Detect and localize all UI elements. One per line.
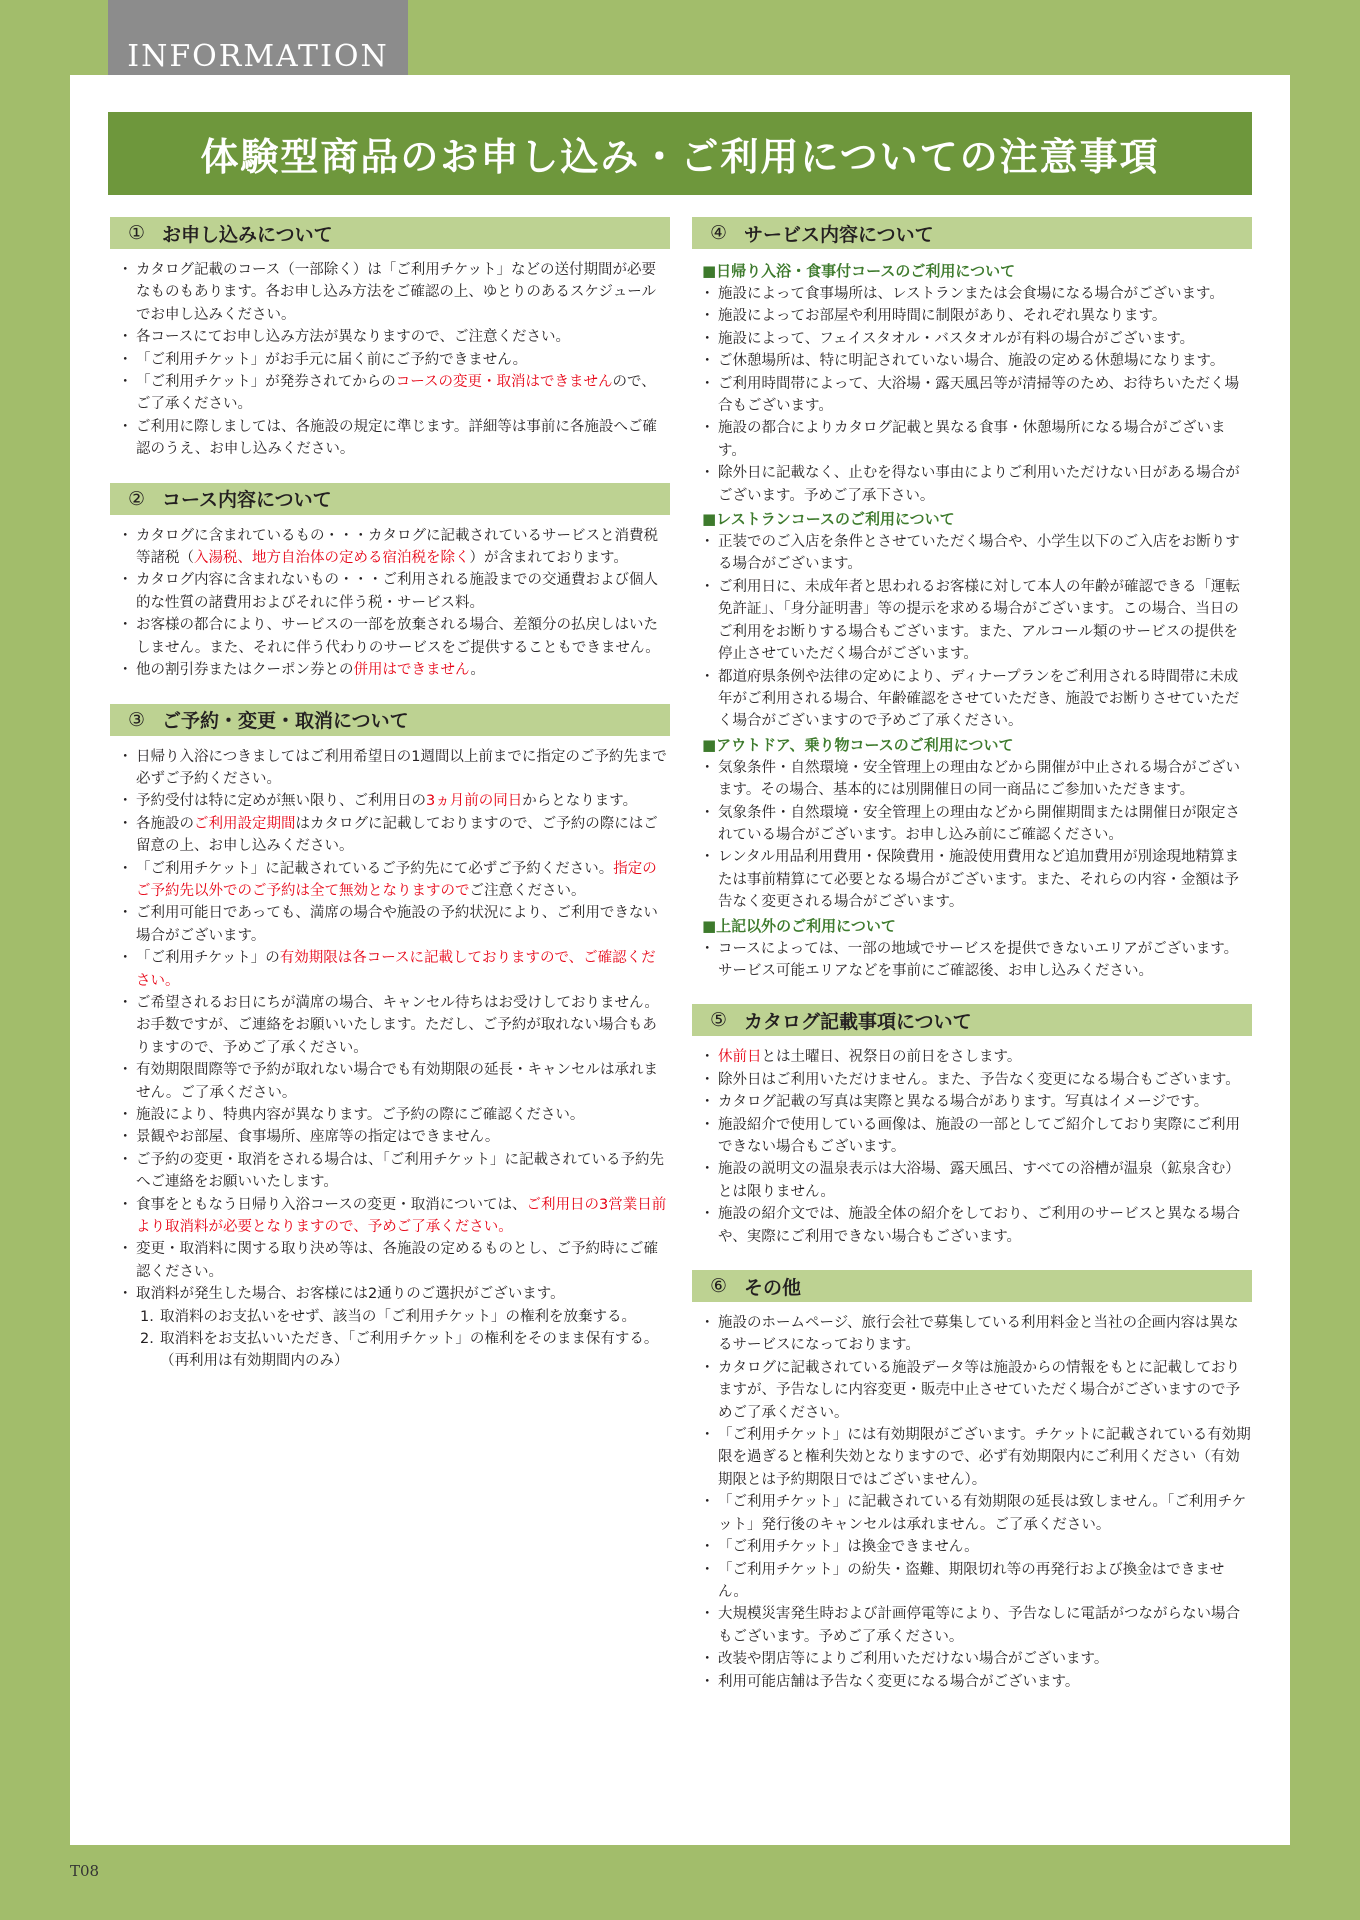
list-item xyxy=(110,947,670,992)
list-item xyxy=(110,1104,670,1126)
emphasis-text: 併用はできません xyxy=(353,662,471,679)
page-title: 体験型商品のお申し込み・ご利用についての注意事項 xyxy=(108,112,1252,195)
item-text: レンタル用品利用費用・保険費用・施設使用費用など追加費用が別途現地精算または事前精算にて必要となる場合がございます。また、それらの内容・金額は予告なく変更される場合がございます。 xyxy=(718,849,1240,911)
list-item xyxy=(110,1059,670,1104)
list-item xyxy=(110,1149,670,1194)
list-item xyxy=(110,416,670,461)
item-text: ）が含まれております。 xyxy=(469,550,628,567)
subsection-heading: ■レストランコースのご利用について xyxy=(702,510,955,529)
list-item xyxy=(110,1126,670,1148)
list-item xyxy=(692,1046,1252,1068)
section-catalog xyxy=(692,1004,1252,1248)
section-title: サービス内容について xyxy=(744,223,934,246)
section-heading xyxy=(110,483,670,515)
item-list xyxy=(692,531,1252,733)
item-text: 大規模災害発生時および計画停電等により、予告なしに電話がつながらない場合もございます。予めご了承ください。 xyxy=(718,1606,1240,1645)
section-left-1 xyxy=(110,217,670,461)
list-item xyxy=(110,569,670,614)
item-text: ご利用に際しましては、各施設の規定に準じます。詳細等は事前に各施設へご確認のうえ、お申し込みください。 xyxy=(136,418,657,458)
section-left-3 xyxy=(110,704,670,1373)
list-item xyxy=(692,576,1252,666)
list-item xyxy=(692,1158,1252,1203)
list-item xyxy=(692,1114,1252,1159)
right-column xyxy=(692,217,1252,1715)
list-item xyxy=(692,1648,1252,1670)
list-item xyxy=(110,371,670,416)
section-heading xyxy=(692,1004,1252,1036)
emphasis-text: ご利用日の3営業日前より取消料が必要となりますので、予めご了承ください。 xyxy=(136,1196,667,1236)
list-item xyxy=(692,1357,1252,1424)
item-text: 「ご利用チケット」には有効期限がございます。チケットに記載されている有効期限を過ぎると権利失効となりますので、必ず有効期限内にご利用ください（有効期限とは予約期限日ではございません）。 xyxy=(718,1427,1251,1488)
item-list xyxy=(692,938,1252,983)
list-item xyxy=(692,1424,1252,1491)
list-item xyxy=(110,992,670,1059)
item-text: 施設によって食事場所は、レストランまたは会食場になる場合がございます。 xyxy=(718,286,1224,302)
list-item xyxy=(692,1203,1252,1248)
section-service xyxy=(692,217,1252,982)
section-title: その他 xyxy=(744,1276,802,1299)
item-text: ご利用時間帯によって、大浴場・露天風呂等が清掃等のため、お待ちいただく場合もございます。 xyxy=(718,375,1240,415)
list-item xyxy=(692,531,1252,576)
section-title: お申し込みについて xyxy=(162,223,333,246)
item-text: 「ご利用チケット」は換金できません。 xyxy=(718,1539,979,1556)
list-item xyxy=(110,902,670,947)
emphasis-text: ご利用設定期間 xyxy=(194,815,296,832)
emphasis-text: 有効期限は各コースに記載しておりますので、ご確認ください。 xyxy=(136,950,656,989)
item-text: 施設のホームページ、旅行会社で募集している利用料金と当社の企画内容は異なるサービスになっております。 xyxy=(718,1315,1239,1354)
list-item xyxy=(110,326,670,348)
subsection-heading: ■アウトドア、乗り物コースのご利用について xyxy=(702,735,1014,754)
list-item xyxy=(692,417,1252,462)
item-list xyxy=(110,525,670,682)
item-text: ご予約の変更・取消をされる場合は、「ご利用チケット」に記載されている予約先へご連絡をお願いいたします。 xyxy=(136,1151,664,1191)
item-text: カタログに記載されている施設データ等は施設からの情報をもとに記載しておりますが、予告なしに内容変更・販売中止させていただく場合がございますので予めご了承ください。 xyxy=(718,1359,1240,1421)
item-text: ご利用可能日であっても、満席の場合や施設の予約状況により、ご利用できない場合がございます。 xyxy=(136,905,658,944)
sub-item-number: 1. xyxy=(140,1308,154,1325)
numbered-sub-item xyxy=(110,1306,670,1328)
item-text: カタログ記載の写真は実際と異なる場合があります。写真はイメージです。 xyxy=(718,1094,1209,1111)
information-tab: INFORMATION xyxy=(108,0,408,88)
sub-item-text: 取消料をお支払いいただき、「ご利用チケット」の権利をそのまま保有する。（再利用は有効期間内のみ） xyxy=(160,1331,659,1370)
item-text: 「ご利用チケット」の紛失・盗難、期限切れ等の再発行および換金はできません。 xyxy=(718,1561,1225,1600)
item-text: 施設の都合によりカタログ記載と異なる食事・休憩場所になる場合がございます。 xyxy=(718,420,1226,459)
item-text: 「ご利用チケット」がお手元に届く前にご予約できません。 xyxy=(136,351,528,368)
list-item xyxy=(692,757,1252,802)
item-text: 他の割引券またはクーポン券との xyxy=(136,662,354,679)
item-text: 気象条件・自然環境・安全管理上の理由などから開催が中止される場合がございます。その場合、基本的には別開催日の同一商品にご参加いただきます。 xyxy=(718,759,1240,799)
section-number: ③ xyxy=(128,708,146,731)
list-item xyxy=(692,666,1252,733)
item-text: 気象条件・自然環境・安全管理上の理由などから開催期間または開催日が限定されている場合がございます。お申し込み前にご確認ください。 xyxy=(718,804,1240,843)
section-number: ① xyxy=(128,222,146,244)
list-item xyxy=(110,746,670,791)
sub-item-text: 取消料のお支払いをせず、該当の「ご利用チケット」の権利を放棄する。 xyxy=(160,1308,637,1325)
item-text: 利用可能店舗は予告なく変更になる場合がございます。 xyxy=(718,1673,1080,1690)
item-text: 施設により、特典内容が異なります。ご予約の際にご確認ください。 xyxy=(136,1107,585,1123)
section-number: ⑥ xyxy=(710,1275,728,1298)
list-item xyxy=(692,305,1252,327)
section-title: コース内容について xyxy=(162,489,332,512)
section-number: ⑤ xyxy=(710,1009,728,1032)
list-item xyxy=(692,1312,1252,1357)
emphasis-text: コースの変更・取消はできません xyxy=(395,374,613,391)
item-text: 正装でのご入店を条件とさせていただく場合や、小学生以下のご入店をお断りする場合がございます。 xyxy=(718,534,1240,573)
list-item xyxy=(110,659,670,681)
list-item xyxy=(110,525,670,570)
section-title: ご予約・変更・取消について xyxy=(162,710,409,732)
item-text: 施設によって、フェイスタオル・バスタオルが有料の場合がございます。 xyxy=(718,330,1195,347)
item-text: 各施設の xyxy=(136,815,194,832)
item-text: 。 xyxy=(470,662,485,679)
item-text: ご注意ください。 xyxy=(469,882,586,899)
list-item xyxy=(110,614,670,659)
numbered-sub-item xyxy=(110,1328,670,1373)
list-item xyxy=(692,1559,1252,1604)
item-text: 施設紹介で使用している画像は、施設の一部としてご紹介しており実際にご利用できない場合もございます。 xyxy=(718,1116,1240,1155)
emphasis-text: 3ヵ月前の同日 xyxy=(426,793,523,810)
item-text: 施設の紹介文では、施設全体の紹介をしており、ご利用のサービスと異なる場合や、実際にご利用できない場合もございます。 xyxy=(718,1206,1240,1245)
item-text: とは土曜日、祝祭日の前日をさします。 xyxy=(761,1049,1022,1066)
list-item xyxy=(110,813,670,858)
item-text: 景観やお部屋、食事場所、座席等の指定はできません。 xyxy=(136,1129,500,1146)
item-text: カタログに含まれているもの・・・カタログに記載されているサービスと消費税等諸税（ xyxy=(136,527,658,567)
item-text: はカタログに記載しておりますので、ご予約の際にはご留意の上、お申し込みください。 xyxy=(136,815,658,855)
item-text: 予約受付は特に定めが無い限り、ご利用日の xyxy=(136,793,426,810)
item-text: ので、ご了承ください。 xyxy=(136,374,656,413)
item-text: 「ご利用チケット」に記載されているご予約先にて必ずご予約ください。 xyxy=(136,860,614,877)
list-item xyxy=(692,1069,1252,1091)
item-text: 改装や閉店等によりご利用いただけない場合がございます。 xyxy=(718,1651,1109,1668)
item-text: 都道府県条例や法律の定めにより、ディナープランをご利用される時間帯に未成年がご利用される場合、年齢確認をさせていただき、施設でお断りさせていただく場合がございますので予めご了承ください。 xyxy=(718,668,1240,730)
item-text: 「ご利用チケット」が発券されてからの xyxy=(136,374,396,391)
item-text: 日帰り入浴につきましてはご利用希望日の1週間以上前までに指定のご予約先まで必ずご予約ください。 xyxy=(136,748,667,787)
item-text: 除外日はご利用いただけません。また、予告なく変更になる場合もございます。 xyxy=(718,1071,1240,1088)
list-item xyxy=(692,1536,1252,1558)
item-text: 「ご利用チケット」に記載されている有効期限の延長は致しません。「ご利用チケット」発行後のキャンセルは承れません。ご了承ください。 xyxy=(718,1494,1247,1533)
section-heading xyxy=(692,1270,1252,1302)
sub-item-number: 2. xyxy=(140,1331,154,1348)
list-item xyxy=(110,1194,670,1239)
item-text: 各コースにてお申し込み方法が異なりますので、ご注意ください。 xyxy=(136,329,570,346)
list-item xyxy=(692,462,1252,507)
section-title: カタログ記載事項について xyxy=(744,1010,972,1033)
item-text: カタログ記載のコース（一部除く）は「ご利用チケット」などの送付期間が必要なものもあります。各お申し込み方法をご確認の上、ゆとりのあるスケジュールでお申し込みください。 xyxy=(136,262,656,323)
list-item xyxy=(692,1671,1252,1693)
subsection-heading: ■上記以外のご利用について xyxy=(702,916,896,935)
emphasis-text: 入湯税、地方自治体の定める宿泊税を除く xyxy=(194,550,470,567)
item-text: ご利用日に、未成年者と思われるお客様に対して本人の年齢が確認できる「運転免許証」、「身分証明書」等の提示を求める場合がございます。この場合、当日のご利用をお断りする場合もございます。また、アルコール類のサービスの提供を停止させていただく場合がございます。 xyxy=(718,578,1240,663)
list-item xyxy=(692,283,1252,305)
item-text: 除外日に記載なく、止むを得ない事由によりご利用いただけない日がある場合がございます。予めご了承下さい。 xyxy=(718,465,1240,504)
item-list xyxy=(692,757,1252,914)
list-item xyxy=(692,373,1252,418)
item-text: カタログ内容に含まれないもの・・・ご利用される施設までの交通費および個人的な性質の諸費用およびそれに伴う税・サービス料。 xyxy=(136,572,658,611)
item-list xyxy=(692,283,1252,507)
item-list xyxy=(692,1312,1252,1693)
section-heading xyxy=(110,704,670,736)
list-item xyxy=(692,1091,1252,1113)
list-item xyxy=(692,350,1252,372)
section-other xyxy=(692,1270,1252,1693)
item-text: 有効期限間際等で予約が取れない場合でも有効期限の延長・キャンセルは承れません。ご了承ください。 xyxy=(136,1062,658,1101)
list-item xyxy=(110,349,670,371)
list-item xyxy=(692,1491,1252,1536)
list-item xyxy=(110,1238,670,1283)
item-text: 「ご利用チケット」の xyxy=(136,950,280,967)
section-left-2 xyxy=(110,483,670,682)
emphasis-text: 指定のご予約先以外でのご予約は全て無効となりますので xyxy=(136,860,657,899)
item-list xyxy=(110,746,670,1373)
list-item xyxy=(110,858,670,903)
item-text: 取消料が発生した場合、お客様には2通りのご選択がございます。 xyxy=(136,1286,565,1303)
item-text: 施設の説明文の温泉表示は大浴場、露天風呂、すべての浴槽が温泉（鉱泉含む）とは限りません。 xyxy=(718,1161,1240,1200)
emphasis-text: 休前日 xyxy=(718,1049,762,1066)
section-heading xyxy=(692,217,1252,249)
item-text: お客様の都合により、サービスの一部を放棄される場合、差額分の払戻しはいたしません。また、それに伴う代わりのサービスをご提供することもできません。 xyxy=(136,617,660,656)
item-text: 食事をともなう日帰り入浴コースの変更・取消については、 xyxy=(136,1196,527,1213)
item-text: コースによっては、一部の地域でサービスを提供できないエリアがございます。サービス可能エリアなどを事前にご確認後、お申し込みください。 xyxy=(718,940,1239,979)
subsection-heading: ■日帰り入浴・食事付コースのご利用について xyxy=(702,262,1016,280)
page-number: T08 xyxy=(70,1862,100,1880)
item-text: からとなります。 xyxy=(522,793,638,810)
item-text: 施設によってお部屋や利用時間に制限があり、それぞれ異なります。 xyxy=(718,308,1167,325)
list-item xyxy=(110,1283,670,1305)
list-item xyxy=(110,259,670,326)
list-item xyxy=(692,1603,1252,1648)
section-heading xyxy=(110,217,670,249)
content-sheet xyxy=(70,75,1290,1845)
list-item xyxy=(692,328,1252,350)
list-item xyxy=(692,938,1252,983)
item-text: 変更・取消料に関する取り決め等は、各施設の定めるものとし、ご予約時にご確認ください。 xyxy=(136,1241,658,1280)
list-item xyxy=(110,790,670,812)
item-list xyxy=(692,1046,1252,1248)
list-item xyxy=(692,802,1252,847)
section-number: ② xyxy=(128,487,146,510)
section-number: ④ xyxy=(710,222,728,244)
item-list xyxy=(110,259,670,461)
left-column xyxy=(110,217,670,1395)
item-text: ご希望されるお日にちが満席の場合、キャンセル待ちはお受けしておりません。お手数ですが、ご連絡をお願いいたします。ただし、ご予約が取れない場合もありますので、予めご了承ください。 xyxy=(136,994,659,1056)
item-text: ご休憩場所は、特に明記されていない場合、施設の定める休憩場になります。 xyxy=(718,353,1225,370)
list-item xyxy=(692,846,1252,913)
